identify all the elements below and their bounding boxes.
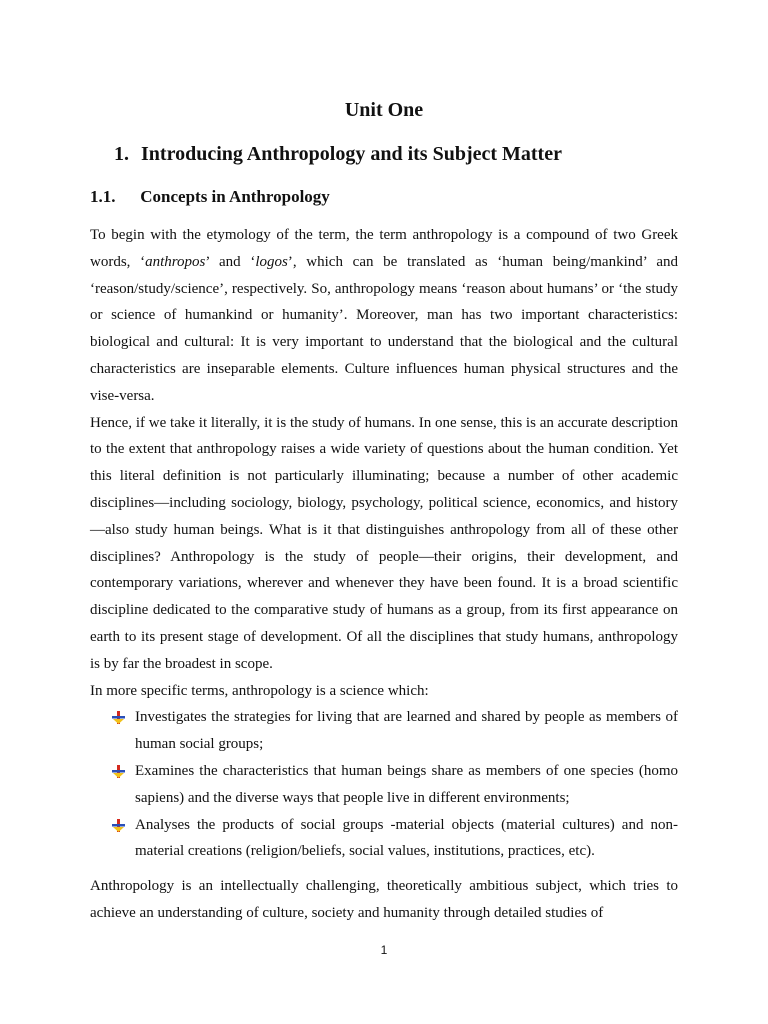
body-text — [90, 222, 678, 927]
list-item — [135, 812, 678, 866]
arrow-bullet-icon — [112, 765, 125, 778]
paragraph-definition: Hence, if we take it literally, it is the study of humans. In one sense, this is an accurate description to the extent that anthropology raises a wide variety of questions about the human condition. Yet this literal definition is not particularly illuminating; because a number of other academic disciplines—including sociology, biology, psychology, political science, economics, and history—also study human beings. What is it that distinguishes anthropology from all of these other disciplines? Anthropology is the study of people—their origins, their development, and contemporary variations, wherever and whenever they have been found. It is a broad scientific discipline dedicated to the comparative study of humans as a group, from its first appearance on earth to its present stage of development. Of all the disciplines that study humans, anthropology is by far the broadest in scope. — [90, 414, 678, 672]
list-item-text: Analyses the products of social groups -material objects (material cultures) and non-material creations (religion/beliefs, social values, institutions, practices, etc). — [135, 816, 678, 860]
term-logos: logos — [255, 253, 288, 270]
list-item — [135, 758, 678, 812]
section-title: Concepts in Anthropology — [140, 187, 330, 206]
chapter-heading — [114, 143, 562, 166]
paragraph-conclusion: Anthropology is an intellectually challenging, theoretically ambitious subject, which tries to achieve an understanding of culture, society and humanity through detailed studies of — [90, 878, 678, 921]
arrow-bullet-icon — [112, 819, 125, 832]
paragraph-etymology: To begin with the etymology of the term, the term anthropology is a compound of two Greek words, ‘anthropos’ and ‘logos’, which can be translated as ‘human being/mankind’ and ‘reason/study/science’, respectively. So, anthropology means ‘reason about humans’ or ‘the study or science of humankind or humanity’. Moreover, man has two important characteristics: biological and cultural: It is very important to understand that the biological and the cultural characteristics are inseparable elements. Culture influences human physical structures and the vise-versa. — [90, 227, 678, 404]
arrow-bullet-icon — [112, 711, 125, 724]
section-number: 1.1. — [90, 187, 116, 206]
term-anthropos: anthropos — [145, 253, 206, 270]
list-intro: In more specific terms, anthropology is a science which: — [90, 682, 429, 699]
list-item-text: Examines the characteristics that human beings share as members of one species (homo sapiens) and the diverse ways that people live in different environments; — [135, 762, 678, 806]
chapter-number: 1. — [114, 143, 129, 165]
unit-title: Unit One — [344, 99, 424, 121]
characteristics-list — [90, 704, 678, 865]
list-item — [135, 704, 678, 758]
chapter-title: Introducing Anthropology and its Subject Matter — [141, 143, 562, 165]
section-heading — [90, 187, 330, 207]
page-number: 1 — [380, 943, 388, 957]
list-item-text: Investigates the strategies for living that are learned and shared by people as members of human social groups; — [135, 709, 678, 753]
